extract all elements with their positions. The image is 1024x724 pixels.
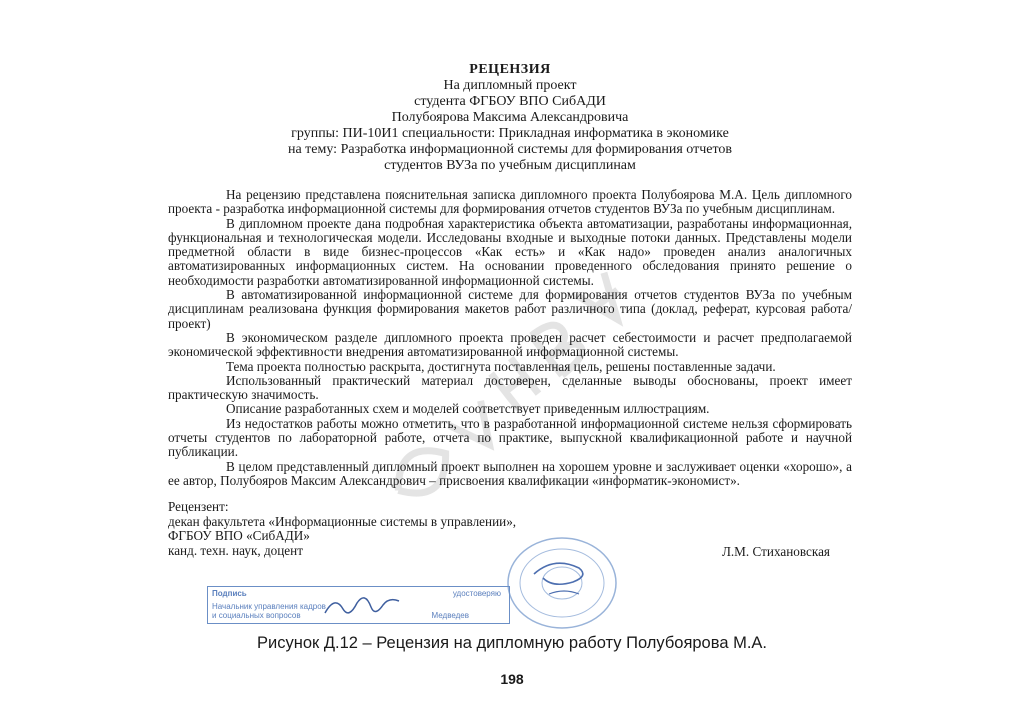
document-page [168,62,852,558]
review-header [168,62,852,174]
header-line: Полубоярова Максима Александровича [391,110,629,125]
reviewer-position: декан факультета «Информационные системы в управлении», [168,513,517,529]
stamp-certify: удостоверяю [452,589,501,598]
stamp-line: Начальник управления кадров [212,602,326,611]
figure-caption: Рисунок Д.12 – Рецензия на дипломную работу Полубоярова М.А. [257,634,767,652]
paragraph: В автоматизированной информационной системе для формирования отчетов студентов ВУЗа по учебным дисциплинам реализована функция формирования макетов работ различного типа (доклад, реферат, курсовая работа/проект) [168,287,852,331]
paragraph: Описание разработанных схем и моделей соответствует приведенным иллюстрациям. [226,401,710,417]
header-line: На дипломный проект [443,78,577,93]
paragraph: В экономическом разделе дипломного проекта проведен расчет себестоимости и расчет предполагаемой экономической эффективности внедрения автоматизированной информационной системы. [168,329,852,360]
header-line: студента ФГБОУ ВПО СибАДИ [414,94,606,109]
certification-stamp [207,586,510,624]
page-number: 198 [500,671,524,687]
paragraph: В целом представленный дипломный проект выполнен на хорошем уровне и заслуживает оценки «хорошо», а ее автор, Полубояров Максим Александрович – присвоения квалификации «информатик-экономист». [168,458,852,488]
stamp-signer: Медведев [431,611,469,620]
reviewer-degree: канд. техн. наук, доцент [168,542,303,558]
paragraph: На рецензию представлена пояснительная записка дипломного проекта Полубоярова М.А. Цель дипломного проекта - разработка информационной системы для формирования отчетов студентов ВУЗа по учебным дисциплинам. [168,187,852,217]
reviewer-organization: ФГБОУ ВПО «СибАДИ» [168,528,310,544]
signature-icon [323,593,403,621]
stamp-line: и социальных вопросов [212,611,301,620]
header-line: группы: ПИ-10И1 специальности: Прикладная информатика в экономике [291,126,729,141]
paragraph: Использованный практический материал достоверен, сделанные выводы обоснованы, проект имеет практическую значимость. [168,372,852,403]
stamp-position [212,602,326,620]
round-seal-icon [504,534,620,632]
reviewer-name: Л.М. Стихановская [721,544,830,560]
paragraph: Тема проекта полностью раскрыта, достигнута поставленная цель, решены поставленные задачи. [226,358,776,374]
stamp-label: Подпись [212,589,247,598]
header-line: студентов ВУЗа по учебным дисциплинам [384,158,636,173]
review-body [168,188,852,488]
header-line: на тему: Разработка информационной системы для формирования отчетов [287,142,733,157]
document-title: РЕЦЕНЗИЯ [469,62,551,77]
paragraph: Из недостатков работы можно отметить, что в разработанной информационной системе нельзя сформировать отчеты студентов по лабораторной работе, отчета по практике, выпускной квалификационной работе и научной публикации. [168,415,852,460]
paragraph: В дипломном проекте дана подробная характеристика объекта автоматизации, разработаны информационная, функциональная и технологическая модели. Исследованы входные и выходные потоки данных. Представлены модели предметной области в виде бизнес-процессов «Как есть» и «Как надо» проведен анализ аналогичных автоматизированных информационных систем. На основании проведенного обследования принято решение о необходимости разработки автоматизированной информационной системы. [168,215,852,288]
reviewer-label: Рецензент: [168,499,229,515]
